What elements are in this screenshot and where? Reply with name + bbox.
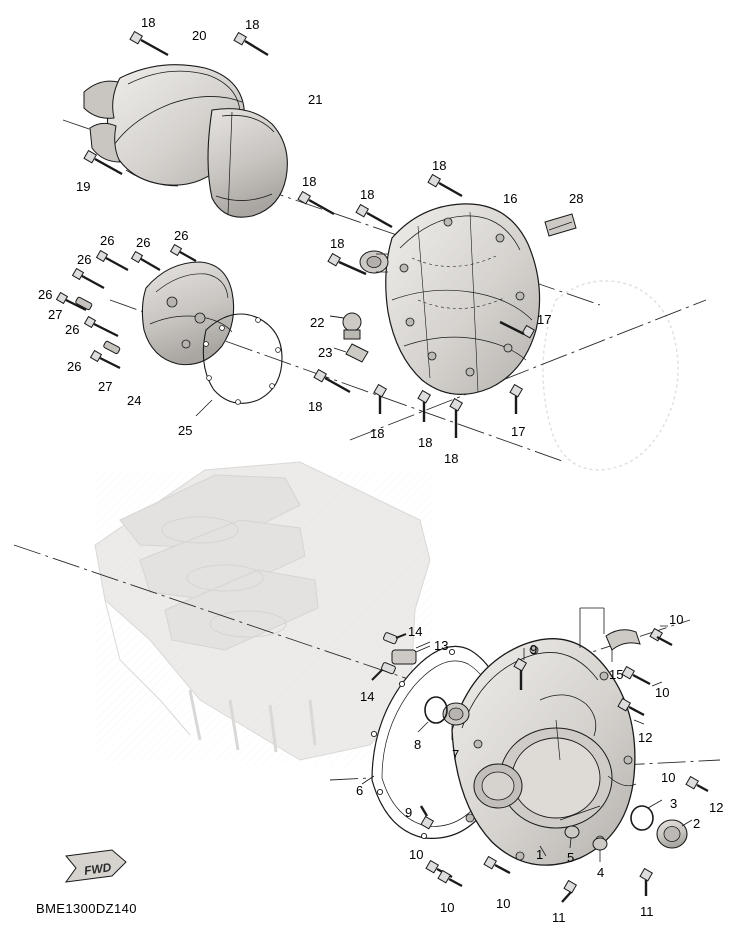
callout-number: 22	[310, 315, 325, 330]
callout-number: 27	[48, 307, 63, 322]
part-2-cap	[657, 820, 692, 848]
part-21-duct	[208, 109, 287, 218]
callout-number: 19	[76, 179, 91, 194]
callout-number: 9	[530, 642, 538, 657]
callout-number: 14	[408, 624, 423, 639]
callout-number: 12	[709, 800, 724, 815]
callout-number: 18	[330, 236, 345, 251]
callout-number: 27	[98, 379, 113, 394]
callout-number: 10	[409, 847, 424, 862]
callout-number: 14	[360, 689, 375, 704]
part-16-crankcase-cover	[360, 204, 540, 394]
callout-number: 10	[496, 896, 511, 911]
callout-number: 18	[360, 187, 375, 202]
callout-number: 26	[77, 252, 92, 267]
callout-number: 13	[434, 638, 449, 653]
callout-number: 18	[432, 158, 447, 173]
callout-number: 1	[536, 847, 544, 862]
callout-number: 10	[661, 770, 676, 785]
part-15-bracket	[606, 630, 640, 662]
callout-number: 18	[418, 435, 433, 450]
callout-number: 25	[178, 423, 193, 438]
callout-number: 20	[192, 28, 207, 43]
callout-number: 18	[370, 426, 385, 441]
part-28-plate	[545, 214, 576, 236]
part-23-bolt	[334, 344, 368, 362]
callout-number: 24	[127, 393, 142, 408]
ghost-cover-outline	[543, 281, 678, 470]
callout-number: 8	[414, 737, 422, 752]
callout-number: 26	[174, 228, 189, 243]
callout-number: 17	[537, 312, 552, 327]
callout-number: 11	[552, 910, 566, 925]
callout-number: 23	[318, 345, 333, 360]
callout-number: 26	[38, 287, 53, 302]
callout-number: 10	[655, 685, 670, 700]
fwd-label: FWD	[83, 860, 113, 878]
callout-number: 18	[444, 451, 459, 466]
callout-number: 7	[452, 747, 460, 762]
callout-number: 6	[356, 783, 364, 798]
dowel-27-lower	[103, 341, 120, 355]
callout-number: 12	[638, 730, 653, 745]
callout-number: 9	[405, 805, 413, 820]
callout-number: 17	[511, 424, 526, 439]
part-22-sensor	[330, 313, 361, 339]
callout-number: 26	[67, 359, 82, 374]
callout-number: 3	[670, 796, 678, 811]
callout-number: 26	[65, 322, 80, 337]
callout-number: 21	[308, 92, 323, 107]
callout-number: 28	[569, 191, 584, 206]
part-code-label: BME1300DZ140	[36, 901, 137, 916]
callout-number: 16	[503, 191, 518, 206]
callout-number: 18	[141, 15, 156, 30]
callout-number: 26	[100, 233, 115, 248]
callout-number: 11	[640, 904, 654, 919]
callout-number: 10	[669, 612, 684, 627]
callout-number: 2	[693, 816, 701, 831]
part-24-cover	[142, 262, 233, 365]
callout-number: 18	[308, 399, 323, 414]
callout-number: 26	[136, 235, 151, 250]
part-3-oring	[631, 800, 662, 830]
callout-number: 18	[302, 174, 317, 189]
callout-number: 5	[567, 850, 575, 865]
callout-number: 15	[609, 667, 624, 682]
callout-number: 4	[597, 865, 605, 880]
callout-number: 10	[440, 900, 455, 915]
callout-number: 18	[245, 17, 260, 32]
